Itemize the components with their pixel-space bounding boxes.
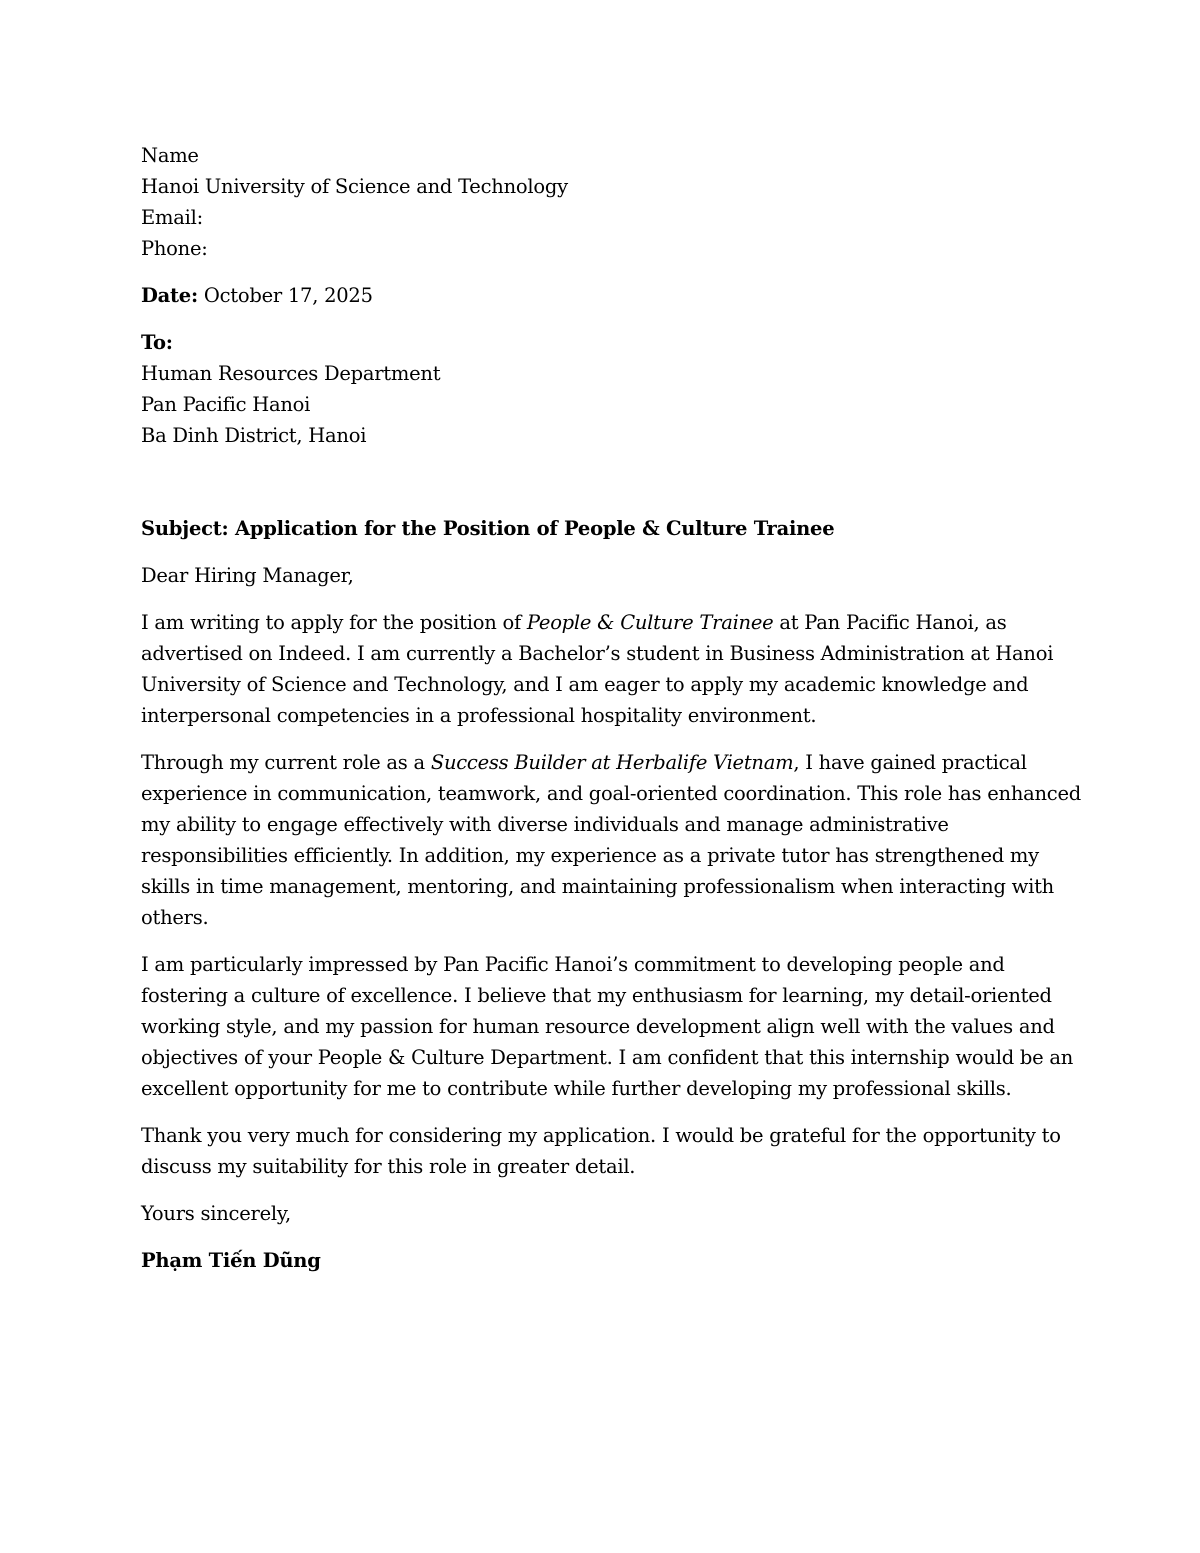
sender-phone: Phone: [141,237,208,260]
sender-email: Email: [141,206,203,229]
p1-line1-start: I am writing to apply for the position of [141,611,527,634]
p3-line3: working style, and my passion for human resource development align well with the values and [141,1015,1055,1038]
p3-line2: fostering a culture of excellence. I believe that my enthusiasm for learning, my detail-oriented [141,984,1052,1007]
date-value: October 17, 2025 [203,284,373,307]
p1-line1-end: at Pan Pacific Hanoi, as [773,611,1007,634]
p2-line2: experience in communication, teamwork, and goal-oriented coordination. This role has enhanced [141,782,1082,805]
paragraph-3 [141,949,1074,1104]
paragraph-4 [141,1120,1071,1182]
sender-name: Name [141,144,199,167]
p2-line6: others. [141,906,209,929]
paragraph-2 [141,747,1082,933]
date-block [141,280,1071,311]
p1-line4: interpersonal competencies in a professional hospitality environment. [141,704,817,727]
subject-line [141,513,1071,544]
p2-line5: skills in time management, mentoring, and maintaining professionalism when interacting with [141,875,1054,898]
p3-line1: I am particularly impressed by Pan Pacific Hanoi’s commitment to developing people and [141,953,1005,976]
signature [141,1245,1071,1276]
signature-name: Phạm Tiến Dũng [141,1249,321,1272]
salutation-text: Dear Hiring Manager, [141,564,354,587]
sender-block [141,140,1071,264]
subject-text: Subject: Application for the Position of People & Culture Trainee [141,517,835,540]
closing [141,1198,1071,1229]
recipient-company: Pan Pacific Hanoi [141,393,311,416]
salutation [141,560,1071,591]
recipient-department: Human Resources Department [141,362,441,385]
current-role: Success Builder at Herbalife Vietnam [430,751,794,774]
p3-line4: objectives of your People & Culture Department. I am confident that this internship would be an [141,1046,1074,1069]
p3-line5: excellent opportunity for me to contribute while further developing my professional skills. [141,1077,1012,1100]
date-label: Date: [141,284,198,307]
recipient-label: To: [141,331,173,354]
cover-letter [141,140,1082,1276]
position-title: People & Culture Trainee [526,611,774,634]
p1-line3: University of Science and Technology, and I am eager to apply my academic knowledge and [141,673,1029,696]
sender-university: Hanoi University of Science and Technology [141,175,568,198]
p4-line1: Thank you very much for considering my application. I would be grateful for the opportunity to [141,1124,1061,1147]
p2-line3: my ability to engage effectively with diverse individuals and manage administrative [141,813,949,836]
closing-text: Yours sincerely, [141,1202,291,1225]
p2-line1-start: Through my current role as a [141,751,431,774]
p1-line2: advertised on Indeed. I am currently a Bachelor’s student in Business Administration at Hanoi [141,642,1054,665]
p4-line2: discuss my suitability for this role in greater detail. [141,1155,636,1178]
p2-line1-end: , I have gained practical [793,751,1027,774]
p2-line4: responsibilities efficiently. In addition, my experience as a private tutor has strengthened my [141,844,1039,867]
recipient-block [141,327,1071,451]
recipient-address: Ba Dinh District, Hanoi [141,424,367,447]
paragraph-1 [141,607,1071,731]
